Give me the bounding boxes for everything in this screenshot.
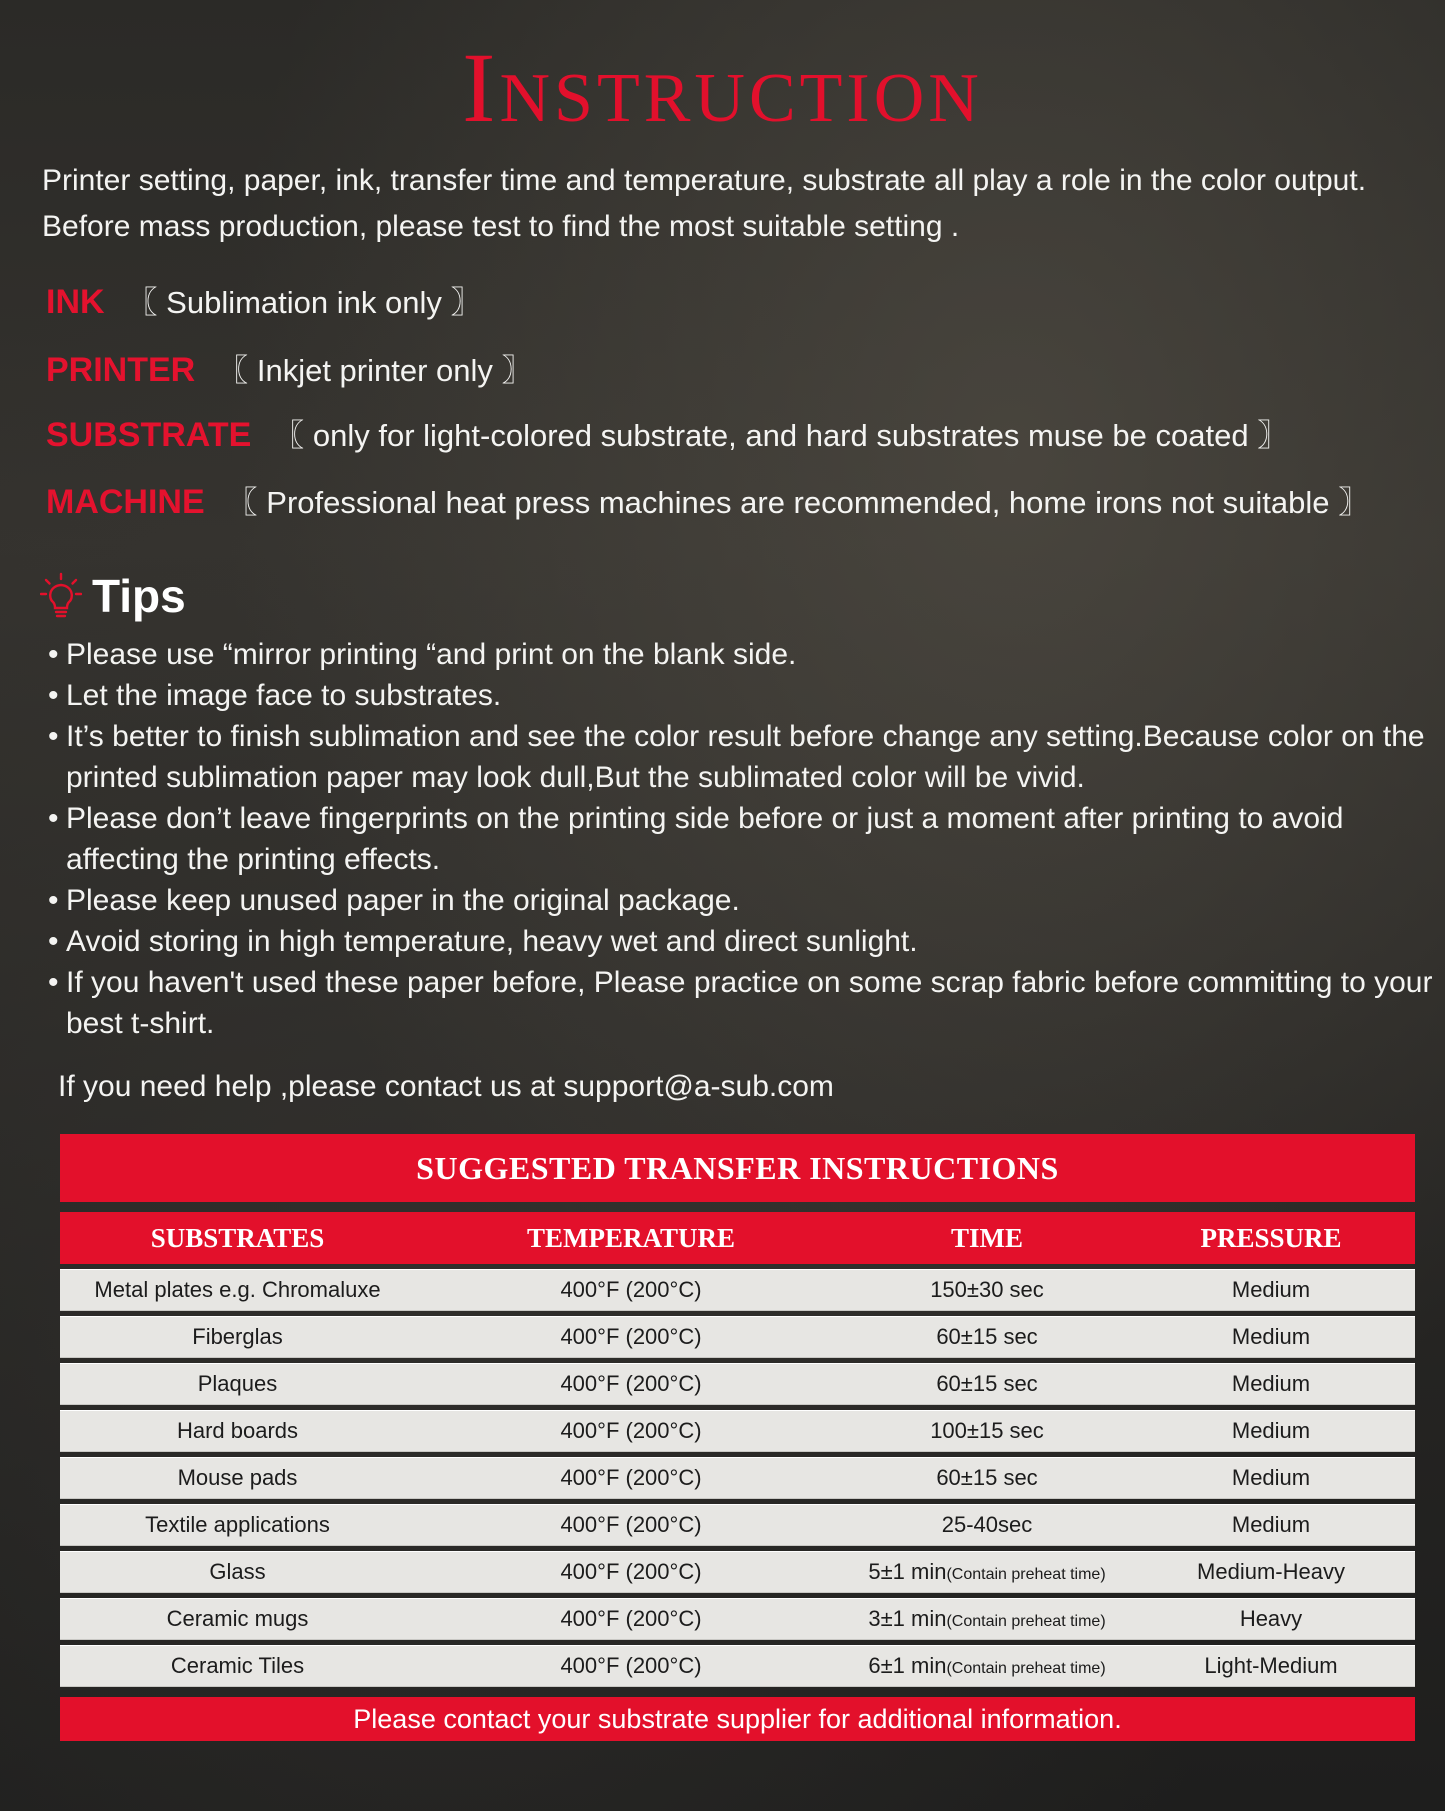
spec-ink [46,282,1436,323]
cell-time [847,1559,1127,1585]
spec-printer [46,350,1436,391]
tips-header [40,566,186,626]
cell-substrate: Fiberglas [192,1324,283,1349]
spec-substrate [46,415,1436,456]
cell-temperature: 400°F (200°C) [560,1324,702,1349]
header-substrates: SUBSTRATES [150,1222,325,1253]
cell-temperature: 400°F (200°C) [560,1512,702,1537]
table-body [60,1269,1415,1687]
time-note: (Contain preheat time) [946,1660,1106,1677]
table-row [60,1645,1415,1687]
time-value: 25-40sec [941,1512,1033,1537]
cell-pressure: Medium [1231,1465,1311,1490]
table-row [60,1598,1415,1640]
table-row [60,1363,1415,1405]
cell-pressure: Medium [1231,1512,1311,1537]
tip-item: • Please use “mirror printing “and print on the blank side. [48,634,1433,675]
time-value: 6±1 min [868,1653,947,1678]
tip-item: • Please keep unused paper in the original package. [48,880,1433,921]
time-note: (Contain preheat time) [946,1613,1106,1630]
tip-item: • Avoid storing in high temperature, heavy wet and direct sunlight. [48,921,1433,962]
cell-substrate: Ceramic mugs [166,1606,309,1631]
table-header [60,1212,1415,1264]
time-value: 150±30 sec [930,1277,1044,1302]
tip-item: • Let the image face to substrates. [48,675,1433,716]
cell-pressure: Medium [1231,1418,1311,1443]
cell-substrate: Glass [209,1559,266,1584]
tip-item: • Please don’t leave fingerprints on the printing side before or just a moment after printing to avoid affecting the printing effects. [48,798,1433,880]
time-value: 60±15 sec [936,1371,1038,1396]
cell-time [847,1653,1127,1679]
tips-title: Tips [92,570,186,622]
cell-temperature: 400°F (200°C) [560,1277,702,1302]
lightbulb-icon [40,572,82,620]
cell-temperature: 400°F (200°C) [560,1465,702,1490]
cell-time [847,1465,1127,1491]
spec-value: 〖 Inkjet printer only 〗 [217,353,533,388]
spec-value: 〖 Professional heat press machines are recommended, home irons not suitable 〗 [226,485,1370,520]
tips-list [48,634,1433,1044]
spec-key: SUBSTRATE [46,416,252,454]
cell-substrate: Mouse pads [177,1465,298,1490]
intro-paragraph: Printer setting, paper, ink, transfer time and temperature, substrate all play a role in the color output. Before mass production, please test to find the most suitable setting . [42,164,1367,243]
cell-temperature: 400°F (200°C) [560,1418,702,1443]
time-value: 5±1 min [868,1559,947,1584]
time-value: 100±15 sec [930,1418,1044,1443]
cell-pressure: Light-Medium [1204,1653,1338,1678]
cell-time [847,1277,1127,1303]
spec-key: PRINTER [46,351,196,389]
table-footer: Please contact your substrate supplier for additional information. [60,1697,1415,1741]
cell-substrate: Hard boards [176,1418,299,1443]
page-title: Instruction [462,32,983,143]
spec-machine [46,482,1436,523]
table-row [60,1410,1415,1452]
cell-temperature: 400°F (200°C) [560,1606,702,1631]
cell-pressure: Medium [1231,1277,1311,1302]
cell-substrate: Textile applications [145,1512,330,1537]
time-value: 60±15 sec [936,1465,1038,1490]
contact-line: If you need help ,please contact us at support@a-sub.com [58,1070,834,1103]
table-row [60,1457,1415,1499]
cell-time [847,1418,1127,1444]
time-note: (Contain preheat time) [946,1566,1106,1583]
table-row [60,1316,1415,1358]
header-pressure: PRESSURE [1200,1222,1342,1253]
time-value: 3±1 min [868,1606,947,1631]
tip-item: • If you haven't used these paper before, Please practice on some scrap fabric before committing to your best t-shirt. [48,962,1433,1044]
transfer-table [60,1134,1415,1741]
cell-time [847,1606,1127,1632]
spec-value: 〖 only for light-colored substrate, and hard substrates muse be coated 〗 [273,418,1289,453]
cell-temperature: 400°F (200°C) [560,1559,702,1584]
header-temperature: TEMPERATURE [526,1222,735,1253]
cell-pressure: Medium-Heavy [1197,1559,1345,1584]
cell-substrate: Plaques [197,1371,278,1396]
cell-temperature: 400°F (200°C) [560,1371,702,1396]
cell-pressure: Medium [1231,1324,1311,1349]
cell-pressure: Heavy [1239,1606,1303,1631]
spec-value: 〖 Sublimation ink only 〗 [126,285,482,320]
cell-substrate: Ceramic Tiles [170,1653,305,1678]
time-value: 60±15 sec [936,1324,1038,1349]
tip-item: • It’s better to finish sublimation and see the color result before change any setting.Because color on the printed sublimation paper may look dull,But the sublimated color will be vivid. [48,716,1433,798]
header-time: TIME [950,1222,1023,1253]
cell-time [847,1371,1127,1397]
spec-key: MACHINE [46,483,205,521]
table-row [60,1504,1415,1546]
cell-substrate: Metal plates e.g. Chromaluxe [94,1277,381,1302]
table-row [60,1551,1415,1593]
table-title: SUGGESTED TRANSFER INSTRUCTIONS [60,1134,1415,1202]
cell-temperature: 400°F (200°C) [560,1653,702,1678]
cell-time [847,1324,1127,1350]
table-row [60,1269,1415,1311]
cell-time [847,1512,1127,1538]
spec-key: INK [46,283,105,321]
cell-pressure: Medium [1231,1371,1311,1396]
